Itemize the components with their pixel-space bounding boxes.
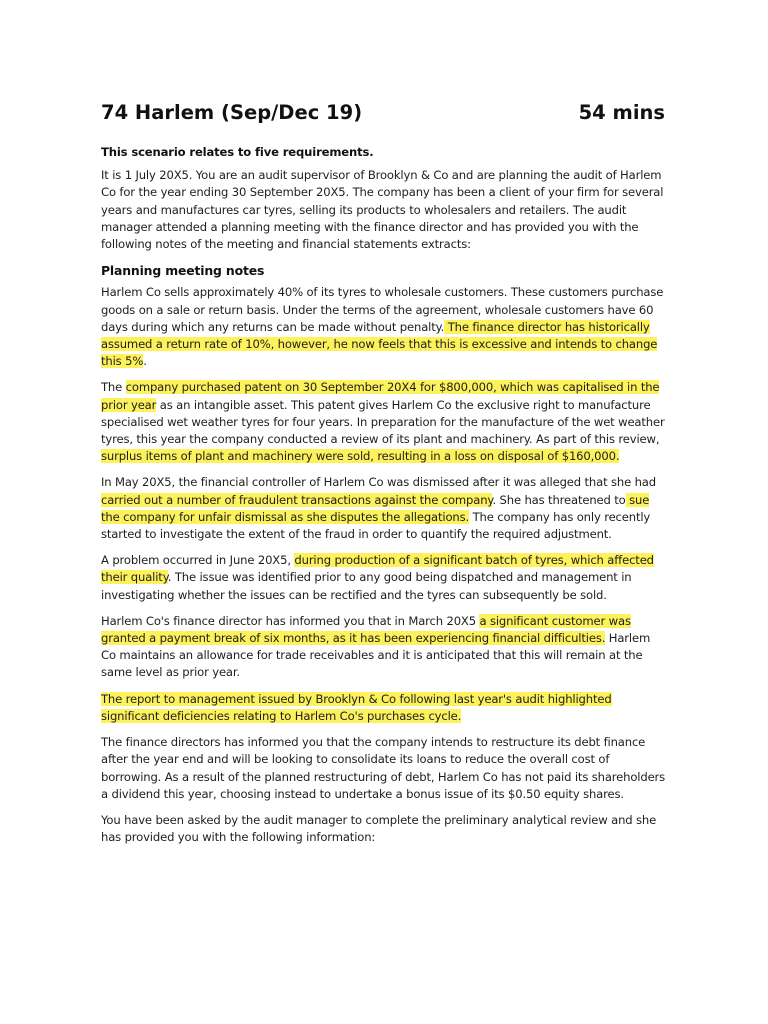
text-segment: A problem occurred in June 20X5,	[101, 553, 295, 568]
paragraph-deficiencies	[101, 691, 667, 725]
highlighted-text: carried out a number of fraudulent transactions against the company	[101, 492, 493, 507]
text-segment: as an intangible asset. This patent gives Harlem Co the exclusive right to manufacture specialised wet weather tyres for four years. In preparation for the manufacture of the wet weather tyres, this year the company conducted a review of its plant and machinery. As part of this review,	[101, 397, 665, 447]
time-allocation: 54 mins	[578, 101, 665, 124]
paragraph-fraud	[101, 474, 667, 543]
paragraph-production	[101, 552, 667, 604]
highlighted-text: a significant customer was granted a payment break of six months, as it has been experiencing financial difficulties.	[101, 613, 631, 646]
paragraph-patent	[101, 379, 667, 465]
paragraph-returns	[101, 284, 667, 370]
text-segment: .	[143, 354, 147, 369]
question-body	[101, 144, 667, 855]
question-header	[101, 101, 665, 135]
text-segment: In May 20X5, the financial controller of Harlem Co was dismissed after it was alleged that she had	[101, 475, 656, 490]
paragraph-debt: The finance directors has informed you that the company intends to restructure its debt finance after the year end and will be looking to consolidate its loans to reduce the overall cost of borrowing. As a result of the planned restructuring of debt, Harlem Co has not paid its shareholders a dividend this year, choosing instead to undertake a bonus issue of its $0.50 equity shares.	[101, 735, 666, 801]
highlighted-text: The finance director has historically assumed a return rate of 10%, however, he now feels that this is excessive and intends to change this 5%	[101, 319, 658, 369]
highlighted-text: surplus items of plant and machinery were sold, resulting in a loss on disposal of $160,000.	[101, 449, 620, 464]
text-segment: Harlem Co's finance director has informed you that in March 20X5	[101, 613, 480, 628]
highlighted-text: company purchased patent on 30 September 20X4 for $800,000, which was capitalised in the prior year	[101, 380, 660, 412]
paragraph-request: You have been asked by the audit manager to complete the preliminary analytical review and she has provided you with the following information:	[101, 812, 657, 845]
text-segment: The company has only recently started to investigate the extent of the fraud in order to quantify the required adjustment.	[101, 509, 651, 542]
intro-paragraph: It is 1 July 20X5. You are an audit supervisor of Brooklyn & Co and are planning the audit of Harlem Co for the year ending 30 September 20X5. The company has been a client of your firm for several years and manufactures car tyres, selling its products to wholesalers and retailers. The audit manager attended a planning meeting with the finance director and has provided you with the following notes of the meeting and financial statements extracts:	[101, 168, 664, 252]
text-segment: Harlem Co sells approximately 40% of its tyres to wholesale customers. These customers purchase goods on a sale or return basis. Under the terms of the agreement, wholesale customers have 60 days during which any returns can be made without penalty.	[101, 285, 664, 334]
scenario-lead: This scenario relates to five requirements.	[101, 145, 374, 159]
highlighted-text: during production of a significant batch of tyres, which affected their quality	[101, 553, 654, 585]
text-segment: Harlem Co maintains an allowance for trade receivables and it is anticipated that this will remain at the same level as prior year.	[101, 631, 651, 680]
text-segment: The	[101, 380, 126, 395]
paragraph-receivables	[101, 613, 667, 682]
text-segment: . The issue was identified prior to any good being dispatched and management in investigating whether the issues can be rectified and the tyres can subsequently be sold.	[101, 570, 632, 602]
planning-notes-heading: Planning meeting notes	[101, 263, 265, 279]
highlighted-text: sue the company for unfair dismissal as she disputes the allegations.	[101, 492, 650, 524]
text-segment: . She has threatened to	[492, 492, 626, 507]
highlighted-text: The report to management issued by Brooklyn & Co following last year's audit highlighted significant deficiencies relating to Harlem Co's purchases cycle.	[101, 691, 612, 723]
question-title: 74 Harlem (Sep/Dec 19)	[101, 101, 363, 124]
